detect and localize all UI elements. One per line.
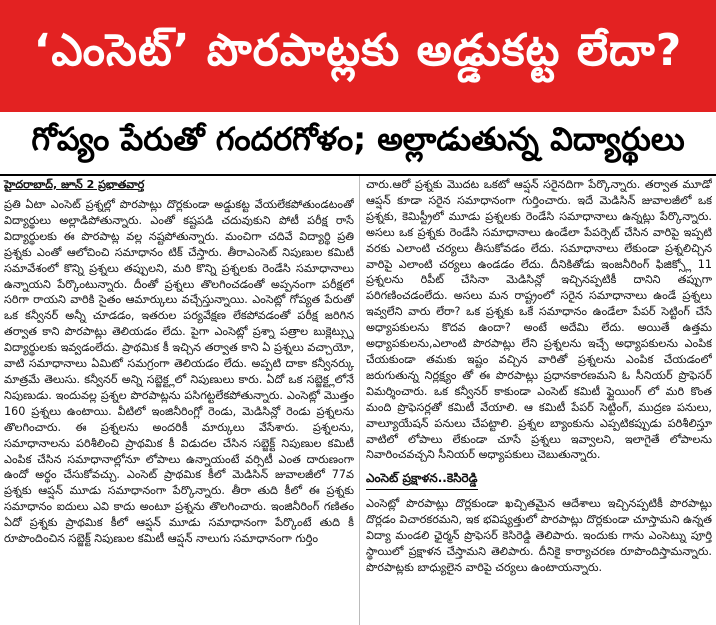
right-column-text-1: చారు.ఆరో ప్రశ్నకు మొదట ఒకటో ఆప్షన్ సరైనదిగా పేర్కొన్నారు. తర్వాత మూడో ఆప్షన్ కూడా సరైన సమాధానంగా గుర్తించారు. ఇదే మెడిసిన్ జువాలజీలో ఒక ప్రశ్నకు, కెమిస్ట్రీలో మూడు ప్రశ్నలకు రెండేసి సమాధానాలు ఉన్నట్లు పేర్కొన్నారు. అసలు ఒక ప్రశ్నకు రెండేసి సమాధానాలు ఉండేలా పేపర్సెట్ చేసిన వారిపై ఇప్పటి వరకు ఎలాంటి చర్యలు తీసుకోవడం లేదు. సమాధానాలు లేకుండా ప్రశ్నలిచ్చిన వారిపై ఎలాంటి చర్యలు ఉండడం లేదు. దీనికితోడు ఇంజనీరింగ్ ఫిజిక్స్లో 11 ప్రశ్నలను రిపీట్ చేసినా మెడిసిన్లో ఇచ్చినప్పటికీ దానిని తప్పుగా పరిగణించడంలేదు. అసలు మన రాష్ట్రంలో సరైన సమాధానాలు ఉండే ప్రశ్నలు ఇవ్వలేని వారు లేరా? ఒక ప్రశ్నకు ఒకే సమాధానం ఉండేలా పేపర్ సెట్టింగ్ చేసే అధ్యాపకులను కొదవ ఉందా? అంటే అదేమి లేదు. అయితే ఉత్తమ అధ్యాపకులను,ఎలాంటి పొరపాట్లు లేని ప్రశ్నలను ఇచ్చే అధ్యాపకులను ఎంపిక చేయకుండా తమకు ఇష్టం వచ్చిన వారితో ప్రశ్నలను ఎంపిక చేయడంలో జరుగుతున్న నిర్లక్ష్యం తో ఈ పొరపాట్లు ప్రధానకారణమని ఓ సీనియర్ ప్రొఫెసర్ విమర్శించారు. ఒక కన్వీనర్ కాకుండా ఎంసెట్ కమిటీ ఫ్లైయింగ్ లో మరి కొంత మంది ప్రొఫెసర్లతో కమిటీ వేయాలి. ఆ కమిటీ పేపర్ సెట్టింగ్, ముద్రణ పనులు, వాల్యూయేషన్ పనులు చేపట్టాలి. ప్రశ్నల బ్యాంకును ఎప్పటికప్పుడు పరిశీలిస్తూ వాటిలో లోపాలు లేకుండా చూసే ప్రశ్నలు ఇవ్వాలని, ఇలాగైతే లోపాలను నివారించవచ్చని సీనియర్ అధ్యాపకులు చెబుతున్నారు. xyxy=(366,178,712,462)
article-left-column xyxy=(4,197,354,622)
headline-band xyxy=(0,0,716,112)
column-divider xyxy=(359,176,360,625)
dateline: హైదరాబాద్, జూన్ 2 ప్రభాతవార్త xyxy=(4,178,145,191)
top-rule xyxy=(0,174,716,176)
subheadline: గోప్యం పేరుతో గందరగోళం; అల్లాడుతున్న విద్యార్థులు xyxy=(31,120,685,158)
headline: ‘ఎంసెట్’ పొరపాట్లకు అడ్డుకట్ట లేదా? xyxy=(33,25,683,76)
right-column-text-2: ఎంసెట్లో పొరపాట్లు దొర్లకుండా ఖచ్చితమైన ఆదేశాలు ఇచ్చినప్పటికీ పొరపాట్లు దొర్లడం విచారకరమని, ఇక భవిష్యత్తులో పొరపాట్లు దొర్లకుండా చూస్తామని ఉన్నత విద్యా మండలి ఛైర్మన్ ప్రొఫెసర్ కెసిరెడ్డి తెలిపారు. ఇందుకు గాను ఎంసెట్ను పూర్తి స్థాయిలో ప్రక్షాళన చేస్తామని తెలిపారు. దీనికై కార్యాచరణ రూపొందిస్తామన్నారు. పొరపాట్లకు బాధ్యులైన వారిపై చర్యలు ఉంటాయన్నారు. xyxy=(366,497,712,574)
left-column-text: ప్రతి ఏటా ఎంసెట్ ప్రశ్నల్లో పొరపాట్లు దొర్లకుండా అడ్డుకట్ట వేయలేకపోతుండటంతో విద్యార్థులు అల్లాడిపోతున్నారు. ఎంతో కష్టపడి చదువుకుని పోటీ పరీక్ష రాసే విద్యార్థులకు ఈ పొరపాట్ల వల్ల నష్టపోతున్నారు. మంచిగా చదివే విద్యార్థి ప్రతి ప్రశ్నకు ఎంతో ఆలోచించి సమాధానం టిక్ చేస్తారు. తీరాఎంసెట్ నిపుణుల కమిటీ సమావేశంలో కొన్ని ప్రశ్నలు తప్పులని, మరి కొన్ని ప్రశ్నలకు రెండేసి సమాధానాలు ఉన్నాయని పేర్కొంటున్నారు. దీంతో ప్రశ్నలు తొలగించడంతో అప్పనంగా పరీక్షలో సరిగా రాయని వారికి సైతం ఆమార్కులు వచ్చేస్తున్నాయి. ఎంసెట్లో గోప్యత పేరుతో ఒక కన్వీనర్ అన్నీ చూడడం, ఇతరుల పర్యవేక్షణ లేకపోవడంతో పరీక్ష జరిగిన తర్వాత కాని పొరపాట్లు తెలియడం లేదు. పైగా ఎంసెట్లో ప్రశ్నా పత్రాల బుక్లెట్స్ను విద్యార్థులకు ఇవ్వడంలేదు. ప్రాథమిక కీ ఇచ్చిన తర్వాత కాని ఏ ప్రశ్నలు వచ్చాయో, వాటి సమాధానాలు ఏమిటో సమగ్రంగా తెలియడం లేదు. అప్పటి దాకా కన్వీనర్కు మాత్రమే తెలుసు. కన్వీనర్ అన్ని సబ్జెక్ట్లలో నిపుణులు కారు. ఏదో ఒక సబ్జెక్ట్లలోనే నిపుణుడు. ఇందువల్ల ప్రశ్నల పొరపాట్లను పసిగట్టలేకపోతున్నారు. ఎంసెట్లో మొత్తం 160 ప్రశ్నలు ఉంటాయి. వీటిలో ఇంజినీరింగ్లో రెండు, మెడిసిన్లో రెండు ప్రశ్నలను తొలగించారు. ఈ ప్రశ్నలను అందరికీ మార్కులు వేసేశారు. ప్రశ్నలను, సమాధానాలను పరిశీలించి ప్రాథమిక కీ విడుదల చేసిన సబ్జెక్ట్ నిపుణుల కమిటీ ఎంపిక చేసిన సమాధానాల్లోనూ లోపాలు ఉన్నాయంటే వర్సిటీ ఎంత దారుణంగా ఉందో అర్థం చేసుకోవచ్చు. ఎంసెట్ ప్రాథమిక కీలో మెడిసిన్ జువాలజీలో 77వ ప్రశ్నకు ఆప్షన్ మూడు సమాధానంగా పేర్కొన్నారు. తీరా తుది కీలో ఈ ప్రశ్నకు సమాధానం ఐదులు ఎవి కాదు అంటూ ప్రశ్నను తొలగించారు. ఇంజినీరింగ్ గణితం ఏదో ప్రశ్నకు ప్రాథమిక కీలో ఆప్షన్ మూడు సమాధానంగా పేర్కొంటే తుది కీ రూపొందించిన సబ్జెక్ట్ నిపుణుల కమిటీ ఆప్షన్ నాలుగు సమాధానంగా గుర్తిం xyxy=(4,198,354,546)
crosshead: ఎంసెట్ ప్రక్షాళన..కెసిరెడ్డి xyxy=(366,471,478,490)
subheadline-bar xyxy=(0,114,716,172)
article-right-column xyxy=(366,177,712,602)
